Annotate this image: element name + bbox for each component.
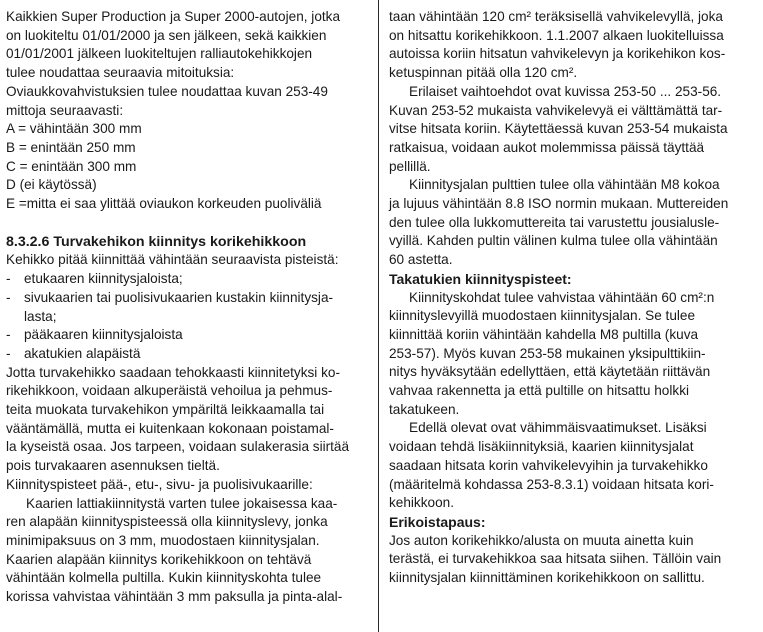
dimension-d: D (ei käytössä): [6, 177, 97, 193]
text-line: pellillä.: [389, 158, 431, 174]
text-line: vähintään kolmella pultilla. Kukin kiinnityskohta tulee: [6, 570, 322, 586]
text-line: terästä, ei turvakehikkoa saa hitsata siihen. Tällöin vain: [389, 551, 722, 567]
text-line: Kaarien lattiakiinnitystä varten tulee jokaisessa kaa-: [26, 495, 338, 511]
text-line: rikehikkoon, voidaan alkuperäistä vehoilua ja pehmus-: [6, 383, 333, 399]
text-line: kehikkoon.: [389, 495, 454, 511]
list-item-text: pääkaaren kiinnitysjaloista: [24, 327, 183, 343]
text-line: korissa vahvistaa vähintään 3 mm paksulla ja pinta-alal-: [6, 589, 343, 605]
text-line: vahvaa rakennetta ja että pultille on hitsattu holkki: [389, 383, 690, 399]
dimension-a: A = vähintään 300 mm: [6, 121, 142, 137]
body-paragraph: [389, 83, 752, 177]
body-paragraph: [389, 532, 752, 588]
text-line: Kiinnitysjalan pulttien tulee olla vähintään M8 kokoa: [409, 177, 720, 193]
list-item-text: lasta;: [24, 308, 57, 324]
text-line: kiinnityslevyillä muodostaen kiinnitysjalan. Se tulee: [389, 308, 696, 324]
text-line: Erilaiset vaihtoehdot ovat kuvissa 253-50 ... 253-56.: [409, 83, 722, 99]
text-line: vitse hitsata koriin. Käytettäessä kuvan 253-54 mukaista: [389, 121, 728, 137]
list-item: [6, 345, 366, 364]
dimension-e: E =mitta ei saa ylittää oviaukon korkeuden puoliväliä: [6, 196, 322, 212]
text-line: 253-57). Myös kuvan 253-58 mukainen yksipulttikiin-: [389, 345, 706, 361]
body-paragraph: [6, 495, 366, 607]
text-line: vääntämällä, mutta ei kuitenkaan kokonaan poistamal-: [6, 420, 334, 436]
text-line: pois turvakaaren asennuksen tieltä.: [6, 458, 220, 474]
right-column: [389, 8, 752, 588]
list-item: [6, 326, 366, 345]
dimension-list: [6, 120, 366, 214]
subheading-special-case: Erikoistapaus:: [389, 513, 486, 530]
text-line: autoissa koriin hitsatun vahvikelevyn ja korikehikon kos-: [389, 46, 726, 62]
bullet-dash: -: [6, 327, 11, 343]
text-line: nitys hyväksytään edellyttäen, että käytetään riittävän: [389, 364, 711, 380]
text-line: Jotta turvakehikko saadaan tehokkaasti kiinnitetyksi ko-: [6, 364, 340, 380]
text-line: Kaikkien Super Production ja Super 2000-autojen, jotka: [6, 9, 341, 24]
intro-paragraph: [6, 8, 366, 120]
text-line: 60 astetta.: [389, 252, 453, 268]
text-line: voidaan tehdä lisäkiinnityksiä, kaarien kiinnitysjalat: [389, 439, 694, 455]
text-line: mittoja seuraavasti:: [6, 102, 124, 118]
text-line: 01/01/2001 jälkeen luokiteltujen ralliautokehikkojen: [6, 46, 313, 62]
text-line: taan vähintään 120 cm² teräksisellä vahvikelevyllä, joka: [389, 9, 723, 24]
text-line: Oviaukkovahvistuksien tulee noudattaa kuvan 253-49: [6, 83, 328, 99]
body-paragraph: [6, 364, 366, 476]
list-item-text: akatukien alapäistä: [24, 345, 141, 361]
text-line: la kyseistä osaa. Jos tarpeen, voidaan sulakerasia siirtää: [6, 439, 350, 455]
dimension-b: B = enintään 250 mm: [6, 139, 136, 155]
list-item-text: sivukaarien tai puolisivukaarien kustakin kiinnitysja-: [24, 289, 334, 305]
text-line: Jos auton korikehikko/alusta on muuta ainetta kuin: [389, 532, 694, 548]
list-item-text: etukaaren kiinnitysjaloista;: [24, 271, 183, 287]
lead-sentence: Kehikko pitää kiinnittää vähintään seuraavista pisteistä:: [6, 252, 339, 268]
body-paragraph: [389, 176, 752, 270]
body-paragraph: [6, 476, 366, 495]
text-line: Kiinnityskohdat tulee vahvistaa vähintään 60 cm²:n: [409, 289, 715, 305]
body-paragraph: [389, 289, 752, 420]
text-line: Kaarien alapään kiinnitys korikehikkoon on tehtävä: [6, 551, 312, 567]
body-paragraph: [389, 8, 752, 83]
text-line: kiinnittää koriin vähintään kahdella M8 pultilla (kuva: [389, 326, 699, 342]
text-line: tulee noudattaa seuraavia mitoituksia:: [6, 65, 235, 81]
text-line: on luokiteltu 01/01/2000 ja sen jälkeen, sekä kaikkien: [6, 27, 327, 43]
body-paragraph: [389, 419, 752, 513]
left-column: [6, 8, 366, 607]
bullet-dash: -: [6, 345, 11, 361]
text-line: teita muokata turvakehikon ympäriltä leikkaamalla tai: [6, 402, 325, 418]
text-line: (määritelmä kohdassa 253-8.3.1) voidaan hitsata kori-: [389, 476, 714, 492]
section-heading: 8.3.2.6 Turvakehikon kiinnitys korikehikkoon: [6, 233, 307, 250]
text-line: Kuvan 253-52 mukaista vahvikelevyä ei välttämättä tar-: [389, 102, 723, 118]
dimension-c: C = enintään 300 mm: [6, 158, 137, 174]
text-line: on hitsattu korikehikkoon. 1.1.2007 alkaen luokitelluissa: [389, 27, 724, 43]
bullet-dash: -: [6, 271, 11, 287]
text-line: Edellä olevat ovat vähimmäisvaatimukset. Lisäksi: [409, 420, 707, 436]
text-line: ja lujuus vähintään 8.8 ISO normin mukaan. Muttereiden: [389, 196, 729, 212]
list-item: [6, 289, 366, 326]
list-item: [6, 270, 366, 289]
subheading-rear-supports: Takatukien kiinnityspisteet:: [389, 270, 572, 287]
text-line: den tulee olla lukkomuttereita tai varustettu jousialusle-: [389, 214, 720, 230]
text-line: vyillä. Kahden pultin välinen kulma tulee olla vähintään: [389, 233, 718, 249]
text-line: ketuspinnan pitää olla 120 cm².: [389, 65, 578, 81]
text-line: ren alapään kiinnityspisteessä olla kiinnityslevy, jonka: [6, 514, 328, 530]
attachment-point-list: [6, 270, 366, 364]
bullet-dash: -: [6, 289, 11, 305]
column-divider: [378, 0, 379, 632]
text-line: kiinnitysjalan kiinnittäminen korikehikkoon on sallittu.: [389, 570, 705, 586]
text-line: ratkaisua, voidaan aukot molemmissa päissä täyttää: [389, 139, 705, 155]
text-line: takatukeen.: [389, 401, 460, 417]
text-line: minimipaksuus on 3 mm, muodostaen kiinnitysjalan.: [6, 532, 320, 548]
text-line: saadaan hitsata korin vahvikelevyihin ja turvakehikko: [389, 457, 708, 473]
text-line: Kiinnityspisteet pää-, etu-, sivu- ja puolisivukaarille:: [6, 476, 313, 492]
